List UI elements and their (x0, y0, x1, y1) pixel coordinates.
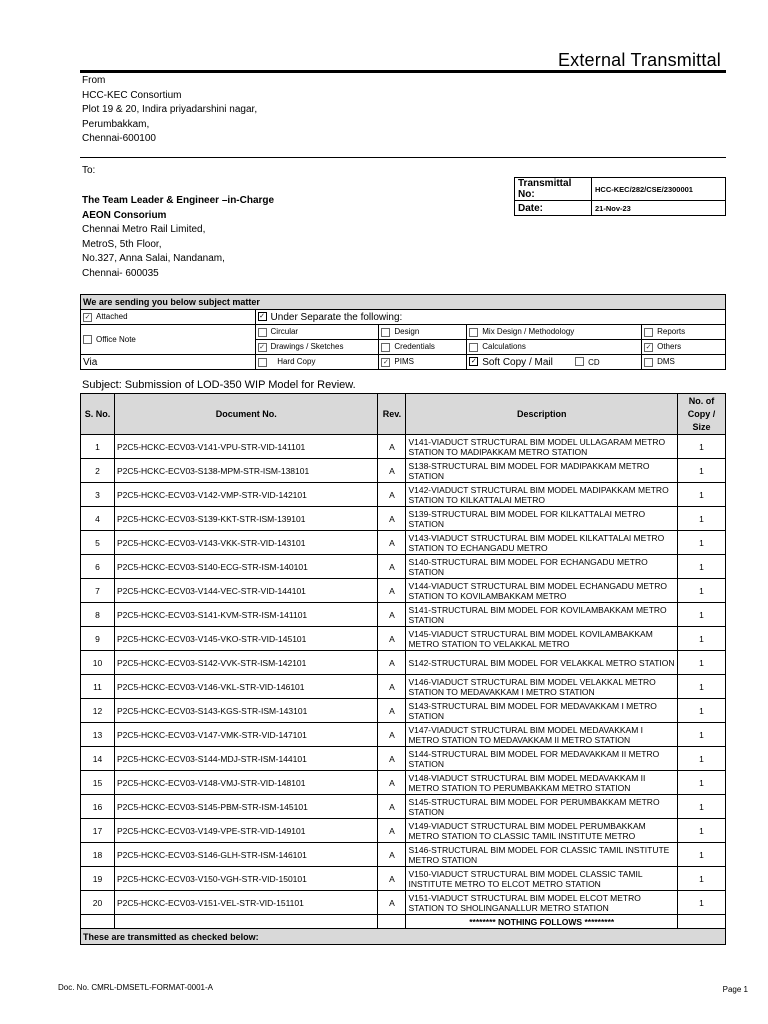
checkbox[interactable] (575, 357, 584, 366)
row-description: S141-STRUCTURAL BIM MODEL FOR KOVILAMBAKKAM METRO STATION (406, 603, 678, 627)
calculations-cell (467, 340, 642, 355)
drawings-cell (255, 340, 379, 355)
row-sno: 5 (81, 531, 115, 555)
checkbox[interactable] (381, 328, 390, 337)
row-sno: 11 (81, 675, 115, 699)
row-copies: 1 (678, 675, 726, 699)
row-copies: 1 (678, 771, 726, 795)
row-doc-no: P2C5-HCKC-ECV03-S145-PBM-STR-ISM-145101 (114, 795, 378, 819)
row-description: S139-STRUCTURAL BIM MODEL FOR KILKATTALAI METRO STATION (406, 507, 678, 531)
row-sno: 1 (81, 435, 115, 459)
empty-cell (114, 915, 378, 929)
soft-copy-cell (467, 355, 642, 370)
hard-copy-cell (255, 355, 379, 370)
design-label: Design (394, 327, 420, 337)
table-row (81, 507, 726, 531)
credentials-label: Credentials (394, 342, 435, 352)
row-doc-no: P2C5-HCKC-ECV03-S142-VVK-STR-ISM-142101 (114, 651, 378, 675)
row-description: S142-STRUCTURAL BIM MODEL FOR VELAKKAL METRO STATION (406, 651, 678, 675)
from-line: Chennai-600100 (82, 133, 156, 145)
to-line: The Team Leader & Engineer –in-Charge (82, 195, 275, 206)
row-rev: A (378, 819, 406, 843)
from-block (82, 74, 257, 147)
row-doc-no: P2C5-HCKC-ECV03-V141-VPU-STR-VID-141101 (114, 435, 378, 459)
attached-label: Attached (96, 312, 128, 322)
row-doc-no: P2C5-HCKC-ECV03-S138-MPM-STR-ISM-138101 (114, 459, 378, 483)
table-row (81, 723, 726, 747)
from-line: HCC-KEC Consortium (82, 89, 182, 101)
row-sno: 8 (81, 603, 115, 627)
row-copies: 1 (678, 891, 726, 915)
via-label: Via (81, 355, 256, 370)
date-label: Date: (515, 201, 592, 216)
row-doc-no: P2C5-HCKC-ECV03-V142-VMP-STR-VID-142101 (114, 483, 378, 507)
row-rev: A (378, 459, 406, 483)
table-row (81, 795, 726, 819)
reports-label: Reports (657, 327, 686, 337)
col-header-copies: No. of Copy / Size (678, 394, 726, 435)
calculations-label: Calculations (482, 342, 526, 352)
row-doc-no: P2C5-HCKC-ECV03-V148-VMJ-STR-VID-148101 (114, 771, 378, 795)
checkbox-checked[interactable]: ✓ (259, 343, 265, 351)
transmittal-no-value: HCC-KEC/282/CSE/2300001 (592, 178, 726, 201)
checkbox[interactable] (381, 343, 390, 352)
pims-label: PIMS (394, 357, 414, 367)
checkbox-checked[interactable]: ✓ (645, 343, 652, 351)
row-copies: 1 (678, 867, 726, 891)
cd-label: CD (588, 357, 600, 367)
table-row (81, 459, 726, 483)
title-rule (80, 70, 726, 73)
from-line: Plot 19 & 20, Indira priyadarshini nagar, (82, 104, 258, 116)
to-rule (80, 157, 726, 158)
table-row (81, 483, 726, 507)
row-copies: 1 (678, 627, 726, 651)
row-rev: A (378, 771, 406, 795)
row-sno: 3 (81, 483, 115, 507)
checkbox[interactable] (644, 328, 653, 337)
row-sno: 7 (81, 579, 115, 603)
under-separate-label: Under Separate the following: (270, 311, 403, 323)
soft-copy-label: Soft Copy / Mail (482, 356, 553, 368)
row-description: V145-VIADUCT STRUCTURAL BIM MODEL KOVILAMBAKKAM METRO STATION TO VELAKKAL METRO (406, 627, 678, 651)
checkbox-checked[interactable]: ✓ (382, 358, 389, 366)
table-row (81, 867, 726, 891)
to-line: Chennai Metro Rail Limited, (82, 224, 206, 236)
row-sno: 14 (81, 747, 115, 771)
table-row (81, 891, 726, 915)
row-copies: 1 (678, 435, 726, 459)
checkbox[interactable] (469, 343, 478, 352)
row-sno: 9 (81, 627, 115, 651)
to-line: No.327, Anna Salai, Nandanam, (82, 253, 225, 265)
row-copies: 1 (678, 699, 726, 723)
table-row (81, 555, 726, 579)
dms-cell (642, 355, 726, 370)
row-description: S138-STRUCTURAL BIM MODEL FOR MADIPAKKAM METRO STATION (406, 459, 678, 483)
row-sno: 16 (81, 795, 115, 819)
row-sno: 17 (81, 819, 115, 843)
row-doc-no: P2C5-HCKC-ECV03-V145-VKO-STR-VID-145101 (114, 627, 378, 651)
row-sno: 19 (81, 867, 115, 891)
table-header-row (81, 394, 726, 435)
row-copies: 1 (678, 579, 726, 603)
checkbox[interactable] (258, 328, 267, 337)
row-doc-no: P2C5-HCKC-ECV03-S146-GLH-STR-ISM-146101 (114, 843, 378, 867)
circular-label: Circular (270, 327, 299, 337)
nothing-follows: ******** NOTHING FOLLOWS ********* (406, 915, 678, 929)
row-sno: 18 (81, 843, 115, 867)
row-sno: 6 (81, 555, 115, 579)
row-description: S140-STRUCTURAL BIM MODEL FOR ECHANGADU METRO STATION (406, 555, 678, 579)
row-rev: A (378, 603, 406, 627)
reports-cell (642, 325, 726, 340)
table-row (81, 771, 726, 795)
row-description: V141-VIADUCT STRUCTURAL BIM MODEL ULLAGARAM METRO STATION TO MADIPAKKAM METRO STATION (406, 435, 678, 459)
row-doc-no: P2C5-HCKC-ECV03-V146-VKL-STR-VID-146101 (114, 675, 378, 699)
row-doc-no: P2C5-HCKC-ECV03-S143-KGS-STR-ISM-143101 (114, 699, 378, 723)
transmitted-note-row (81, 929, 726, 945)
row-rev: A (378, 651, 406, 675)
row-doc-no: P2C5-HCKC-ECV03-V144-VEC-STR-VID-144101 (114, 579, 378, 603)
row-rev: A (378, 555, 406, 579)
table-row (81, 627, 726, 651)
row-sno: 12 (81, 699, 115, 723)
pims-cell (379, 355, 467, 370)
row-sno: 13 (81, 723, 115, 747)
row-copies: 1 (678, 651, 726, 675)
table-row (81, 747, 726, 771)
checkbox-checked[interactable]: ✓ (259, 313, 265, 321)
hard-copy-label: Hard Copy (277, 357, 316, 367)
from-line: Perumbakkam, (82, 118, 150, 130)
date-value: 21-Nov-23 (592, 201, 726, 216)
table-row (81, 699, 726, 723)
row-description: V144-VIADUCT STRUCTURAL BIM MODEL ECHANGADU METRO STATION TO KOVILAMBAKKAM METRO (406, 579, 678, 603)
transmittal-no-label: Transmittal No: (515, 178, 592, 201)
row-doc-no: P2C5-HCKC-ECV03-V149-VPE-STR-VID-149101 (114, 819, 378, 843)
row-doc-no: P2C5-HCKC-ECV03-V143-VKK-STR-VID-143101 (114, 531, 378, 555)
row-doc-no: P2C5-HCKC-ECV03-V150-VGH-STR-VID-150101 (114, 867, 378, 891)
document-title: External Transmittal (557, 50, 721, 70)
row-description: S146-STRUCTURAL BIM MODEL FOR CLASSIC TAMIL INSTITUTE METRO STATION (406, 843, 678, 867)
row-sno: 15 (81, 771, 115, 795)
row-copies: 1 (678, 555, 726, 579)
row-rev: A (378, 675, 406, 699)
row-copies: 1 (678, 747, 726, 771)
footer-page: Page 1 (722, 985, 748, 994)
row-rev: A (378, 435, 406, 459)
table-row (81, 579, 726, 603)
col-header-sno: S. No. (81, 394, 115, 435)
row-rev: A (378, 579, 406, 603)
row-description: V147-VIADUCT STRUCTURAL BIM MODEL MEDAVAKKAM I METRO STATION TO MEDAVAKKAM II METRO STATION (406, 723, 678, 747)
row-rev: A (378, 795, 406, 819)
row-description: S144-STRUCTURAL BIM MODEL FOR MEDAVAKKAM II METRO STATION (406, 747, 678, 771)
table-body (81, 435, 726, 915)
others-cell (642, 340, 726, 355)
row-copies: 1 (678, 819, 726, 843)
row-sno: 10 (81, 651, 115, 675)
checkbox[interactable] (644, 358, 653, 367)
to-line: AEON Consorium (82, 209, 167, 221)
to-line: Chennai- 600035 (82, 267, 159, 279)
row-copies: 1 (678, 603, 726, 627)
table-row (81, 435, 726, 459)
row-doc-no: P2C5-HCKC-ECV03-V147-VMK-STR-VID-147101 (114, 723, 378, 747)
transmittal-info-table (514, 177, 726, 216)
checkbox[interactable] (469, 328, 478, 337)
checkbox[interactable] (258, 358, 267, 367)
others-label: Others (657, 342, 682, 352)
nothing-follows-row (81, 915, 726, 929)
table-row (81, 603, 726, 627)
subject-matter-table (80, 294, 726, 370)
row-rev: A (378, 843, 406, 867)
row-rev: A (378, 531, 406, 555)
subject-line: Subject: Submission of LOD-350 WIP Model for Review. (82, 379, 356, 391)
row-description: V150-VIADUCT STRUCTURAL BIM MODEL CLASSIC TAMIL INSTITUTE METRO TO ELCOT METRO STATION (406, 867, 678, 891)
empty-cell (378, 915, 406, 929)
row-doc-no: P2C5-HCKC-ECV03-V151-VEL-STR-VID-151101 (114, 891, 378, 915)
office-note-cell (81, 325, 256, 355)
table-row (81, 819, 726, 843)
row-doc-no: P2C5-HCKC-ECV03-S141-KVM-STR-ISM-141101 (114, 603, 378, 627)
row-description: V151-VIADUCT STRUCTURAL BIM MODEL ELCOT METRO STATION TO SHOLINGANALLUR METRO STATION (406, 891, 678, 915)
row-copies: 1 (678, 483, 726, 507)
row-rev: A (378, 891, 406, 915)
table-row (81, 651, 726, 675)
footer-doc-no: Doc. No. CMRL-DMSETL-FORMAT-0001-A (58, 983, 213, 992)
row-rev: A (378, 747, 406, 771)
row-description: V142-VIADUCT STRUCTURAL BIM MODEL MADIPAKKAM METRO STATION TO KILKATTALAI METRO (406, 483, 678, 507)
row-rev: A (378, 699, 406, 723)
col-header-rev: Rev. (378, 394, 406, 435)
row-rev: A (378, 627, 406, 651)
to-block (82, 194, 274, 282)
drawings-label: Drawings / Sketches (270, 342, 344, 352)
from-label: From (82, 75, 106, 86)
empty-cell (678, 915, 726, 929)
row-rev: A (378, 723, 406, 747)
checkbox-checked[interactable]: ✓ (84, 313, 91, 321)
row-description: S145-STRUCTURAL BIM MODEL FOR PERUMBAKKAM METRO STATION (406, 795, 678, 819)
checkbox-checked[interactable]: ✓ (470, 358, 477, 366)
row-description: V143-VIADUCT STRUCTURAL BIM MODEL KILKATTALAI METRO STATION TO ECHANGADU METRO (406, 531, 678, 555)
col-header-doc: Document No. (114, 394, 378, 435)
row-doc-no: P2C5-HCKC-ECV03-S144-MDJ-STR-ISM-144101 (114, 747, 378, 771)
row-copies: 1 (678, 723, 726, 747)
under-separate-cell (255, 310, 725, 325)
to-label: To: (82, 165, 96, 176)
row-rev: A (378, 867, 406, 891)
row-copies: 1 (678, 843, 726, 867)
row-description: S143-STRUCTURAL BIM MODEL FOR MEDAVAKKAM I METRO STATION (406, 699, 678, 723)
row-copies: 1 (678, 531, 726, 555)
to-line: MetroS, 5th Floor, (82, 238, 162, 250)
row-copies: 1 (678, 507, 726, 531)
row-copies: 1 (678, 795, 726, 819)
row-description: V149-VIADUCT STRUCTURAL BIM MODEL PERUMBAKKAM METRO STATION TO CLASSIC TAMIL INSTITUTE METRO (406, 819, 678, 843)
row-sno: 20 (81, 891, 115, 915)
row-description: V146-VIADUCT STRUCTURAL BIM MODEL VELAKKAL METRO STATION TO MEDAVAKKAM I METRO STATION (406, 675, 678, 699)
row-description: V148-VIADUCT STRUCTURAL BIM MODEL MEDAVAKKAM II METRO STATION TO PERUMBAKKAM METRO STATION (406, 771, 678, 795)
checkbox[interactable] (83, 335, 92, 344)
sending-header: We are sending you below subject matter (81, 295, 726, 310)
credentials-cell (379, 340, 467, 355)
dms-label: DMS (657, 357, 675, 367)
mix-design-cell (467, 325, 642, 340)
row-sno: 4 (81, 507, 115, 531)
row-doc-no: P2C5-HCKC-ECV03-S140-ECG-STR-ISM-140101 (114, 555, 378, 579)
empty-cell (81, 915, 115, 929)
row-doc-no: P2C5-HCKC-ECV03-S139-KKT-STR-ISM-139101 (114, 507, 378, 531)
table-row (81, 531, 726, 555)
row-sno: 2 (81, 459, 115, 483)
row-rev: A (378, 483, 406, 507)
attached-cell (81, 310, 256, 325)
row-copies: 1 (678, 459, 726, 483)
documents-table (80, 393, 726, 945)
office-note-label: Office Note (96, 334, 136, 344)
table-row (81, 675, 726, 699)
design-cell (379, 325, 467, 340)
table-row (81, 843, 726, 867)
transmitted-note: These are transmitted as checked below: (81, 929, 726, 945)
mix-design-label: Mix Design / Methodology (482, 327, 575, 337)
row-rev: A (378, 507, 406, 531)
col-header-desc: Description (406, 394, 678, 435)
circular-cell (255, 325, 379, 340)
